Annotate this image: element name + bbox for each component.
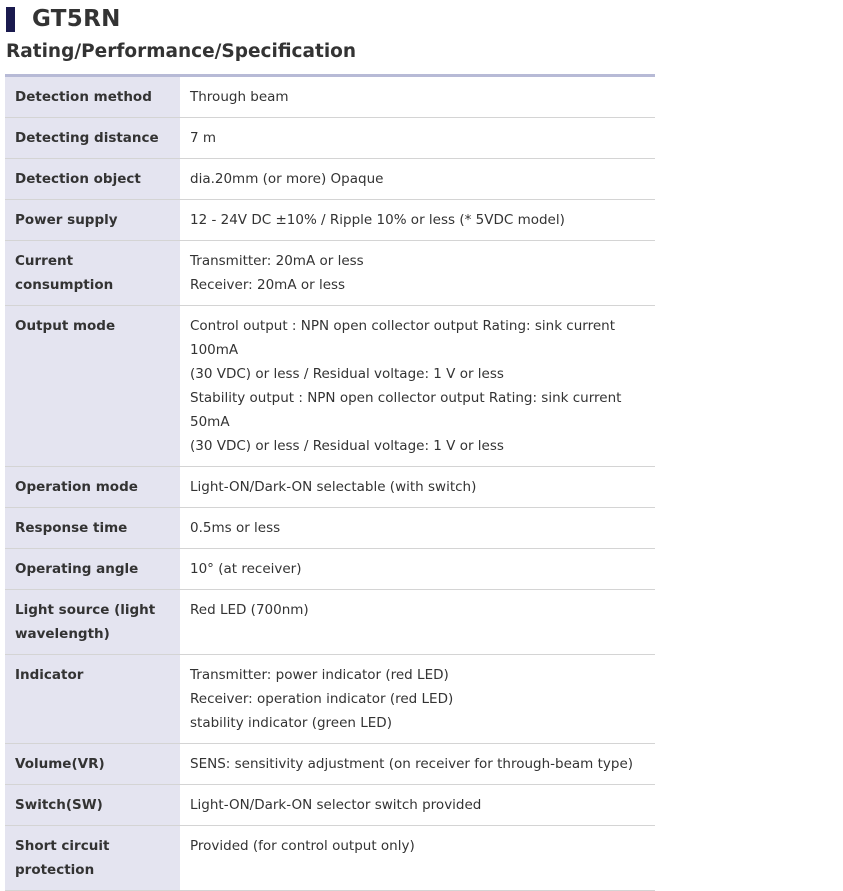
spec-value xyxy=(180,508,655,549)
spec-row-response-time xyxy=(5,508,655,549)
spec-label: Switch(SW) xyxy=(5,785,180,826)
spec-value-line: 7 m xyxy=(190,130,217,146)
spec-row-operation-mode xyxy=(5,467,655,508)
spec-value xyxy=(180,200,655,241)
spec-row-detection-method xyxy=(5,76,655,118)
spec-value xyxy=(180,118,655,159)
spec-row-indicator xyxy=(5,655,655,744)
spec-row-detecting-distance xyxy=(5,118,655,159)
spec-value-line: Receiver: 20mA or less xyxy=(190,277,346,293)
spec-table xyxy=(5,74,655,891)
spec-value-line: SENS: sensitivity adjustment (on receiver for through-beam type) xyxy=(190,756,634,772)
spec-value-line: 10° (at receiver) xyxy=(190,561,302,577)
spec-row-switch xyxy=(5,785,655,826)
spec-label: Detection object xyxy=(5,159,180,200)
spec-value xyxy=(180,655,655,744)
spec-value xyxy=(180,306,655,467)
spec-label: Power supply xyxy=(5,200,180,241)
section-title: Rating/Performance/Specification xyxy=(6,41,357,62)
spec-value xyxy=(180,76,655,118)
spec-label: Light source (light wavelength) xyxy=(5,590,180,655)
spec-value xyxy=(180,549,655,590)
spec-value-line: stability indicator (green LED) xyxy=(190,715,392,731)
spec-value xyxy=(180,241,655,306)
spec-value xyxy=(180,590,655,655)
spec-value xyxy=(180,785,655,826)
product-title: GT5RN xyxy=(32,6,121,32)
spec-row-output-mode xyxy=(5,306,655,467)
spec-value xyxy=(180,467,655,508)
spec-row-power-supply xyxy=(5,200,655,241)
spec-value-line: dia.20mm (or more) Opaque xyxy=(190,171,384,187)
spec-value-line: Transmitter: 20mA or less xyxy=(190,253,364,269)
spec-label: Response time xyxy=(5,508,180,549)
spec-row-detection-object xyxy=(5,159,655,200)
spec-label: Short circuit protection xyxy=(5,826,180,891)
spec-label: Operation mode xyxy=(5,467,180,508)
spec-label: Detection method xyxy=(5,76,180,118)
spec-row-volume xyxy=(5,744,655,785)
spec-value-line: Stability output : NPN open collector output Rating: sink current 50mA xyxy=(190,390,622,430)
title-bar-marker xyxy=(6,7,15,32)
spec-label: Indicator xyxy=(5,655,180,744)
spec-row-operating-angle xyxy=(5,549,655,590)
spec-label: Detecting distance xyxy=(5,118,180,159)
spec-value-line: Light-ON/Dark-ON selectable (with switch) xyxy=(190,479,477,495)
spec-value-line: Red LED (700nm) xyxy=(190,602,309,618)
spec-value xyxy=(180,826,655,891)
spec-value xyxy=(180,744,655,785)
spec-value-line: Provided (for control output only) xyxy=(190,838,415,854)
spec-value-line: Control output : NPN open collector output Rating: sink current 100mA xyxy=(190,318,615,358)
spec-label: Current consumption xyxy=(5,241,180,306)
spec-value-line: 12 - 24V DC ±10% / Ripple 10% or less (* 5VDC model) xyxy=(190,212,565,228)
spec-value-line: Receiver: operation indicator (red LED) xyxy=(190,691,454,707)
spec-label: Output mode xyxy=(5,306,180,467)
spec-row-short-circuit-protection xyxy=(5,826,655,891)
spec-value-line: Through beam xyxy=(190,89,289,105)
spec-value-line: Light-ON/Dark-ON selector switch provided xyxy=(190,797,482,813)
spec-value xyxy=(180,159,655,200)
spec-label: Volume(VR) xyxy=(5,744,180,785)
spec-value-line: (30 VDC) or less / Residual voltage: 1 V or less xyxy=(190,438,504,454)
spec-value-line: Transmitter: power indicator (red LED) xyxy=(190,667,449,683)
spec-value-line: 0.5ms or less xyxy=(190,520,281,536)
spec-value-line: (30 VDC) or less / Residual voltage: 1 V or less xyxy=(190,366,504,382)
spec-label: Operating angle xyxy=(5,549,180,590)
spec-row-current-consumption xyxy=(5,241,655,306)
spec-row-light-source xyxy=(5,590,655,655)
product-header xyxy=(6,4,121,34)
